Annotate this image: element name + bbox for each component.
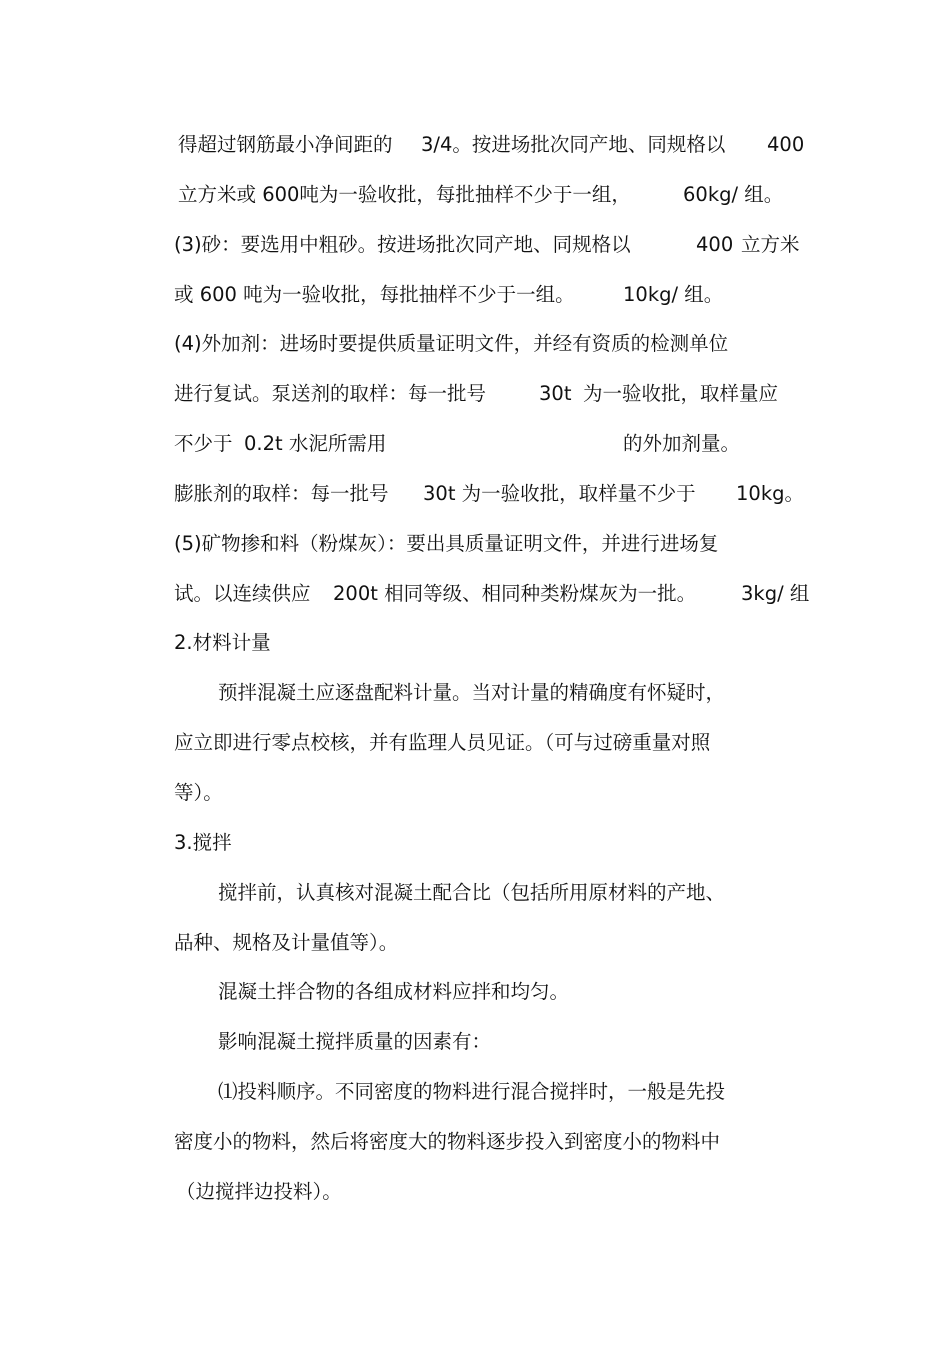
text-segment: 400 [696, 233, 734, 256]
text-line [174, 130, 805, 160]
text-segment: 2.材料计量 [174, 631, 271, 654]
text-line [174, 1027, 492, 1057]
text-segment: 或 600 吨为一验收批，每批抽样不少于一组。 [174, 283, 575, 306]
text-line [174, 728, 711, 758]
text-line [174, 429, 741, 459]
text-line [174, 1177, 342, 1207]
text-segment: 膨胀剂的取样：每一批号 [174, 482, 389, 505]
text-segment: 得超过钢筋最小净间距的 [178, 133, 393, 156]
text-segment: 立方米或 600吨为一验收批，每批抽样不少于一组， [178, 183, 631, 206]
text-segment: 10kg/ 组。 [623, 283, 724, 306]
text-line [174, 878, 726, 908]
text-segment: 应立即进行零点校核，并有监理人员见证。（可与过磅重量对照 [174, 731, 711, 754]
section-heading [174, 828, 232, 858]
text-segment: 3/4。按进场批次同产地、同规格以 [421, 133, 726, 156]
text-line [174, 529, 719, 559]
text-line [174, 280, 724, 310]
text-segment: 为一验收批，取样量应 [583, 382, 779, 405]
text-line [174, 379, 779, 409]
text-segment: 影响混凝土搅拌质量的因素有： [218, 1030, 492, 1053]
text-segment: 60kg/ 组。 [683, 183, 784, 206]
text-line [174, 230, 800, 260]
text-segment: 品种、规格及计量值等）。 [174, 931, 399, 954]
text-segment: 0.2t 水泥所需用 [244, 432, 387, 455]
text-segment: 搅拌前，认真核对混凝土配合比（包括所用原材料的产地、 [218, 881, 726, 904]
text-segment: 400 [767, 133, 805, 156]
text-line [174, 977, 570, 1007]
text-segment: 10kg。 [736, 482, 804, 505]
text-segment: (5)矿物掺和料（粉煤灰）：要出具质量证明文件，并进行进场复 [174, 532, 719, 555]
text-segment: 30t [539, 382, 572, 405]
text-line [174, 928, 399, 958]
text-segment: (4)外加剂：进场时要提供质量证明文件，并经有资质的检测单位 [174, 332, 729, 355]
text-line [174, 1077, 726, 1107]
section-heading [174, 628, 271, 658]
text-segment: 30t 为一验收批，取样量不少于 [423, 482, 696, 505]
text-segment: 进行复试。泵送剂的取样：每一批号 [174, 382, 487, 405]
text-segment: ⑴投料顺序。不同密度的物料进行混合搅拌时，一般是先投 [218, 1080, 726, 1103]
text-segment: 200t 相同等级、相同种类粉煤灰为一批。 [333, 582, 697, 605]
text-segment: 密度小的物料，然后将密度大的物料逐步投入到密度小的物料中 [174, 1130, 721, 1153]
text-segment: 不少于 [174, 432, 233, 455]
text-segment: 立方米 [741, 233, 800, 256]
text-line [174, 479, 804, 509]
text-segment: 等）。 [174, 781, 223, 804]
text-line [174, 180, 784, 210]
text-segment: （边搅拌边投料）。 [176, 1180, 342, 1203]
text-segment: 预拌混凝土应逐盘配料计量。当对计量的精确度有怀疑时， [218, 681, 726, 704]
text-line [174, 329, 729, 359]
text-line [174, 678, 726, 708]
text-segment: (3)砂：要选用中粗砂。按进场批次同产地、同规格以 [174, 233, 631, 256]
text-segment: 3kg/ 组 [741, 582, 810, 605]
text-line [174, 579, 810, 609]
text-segment: 的外加剂量。 [623, 432, 741, 455]
text-segment: 混凝土拌合物的各组成材料应拌和均匀。 [218, 980, 570, 1003]
text-segment: 试。以连续供应 [174, 582, 311, 605]
text-segment: 3.搅拌 [174, 831, 232, 854]
text-line [174, 778, 223, 808]
text-line [174, 1127, 721, 1157]
